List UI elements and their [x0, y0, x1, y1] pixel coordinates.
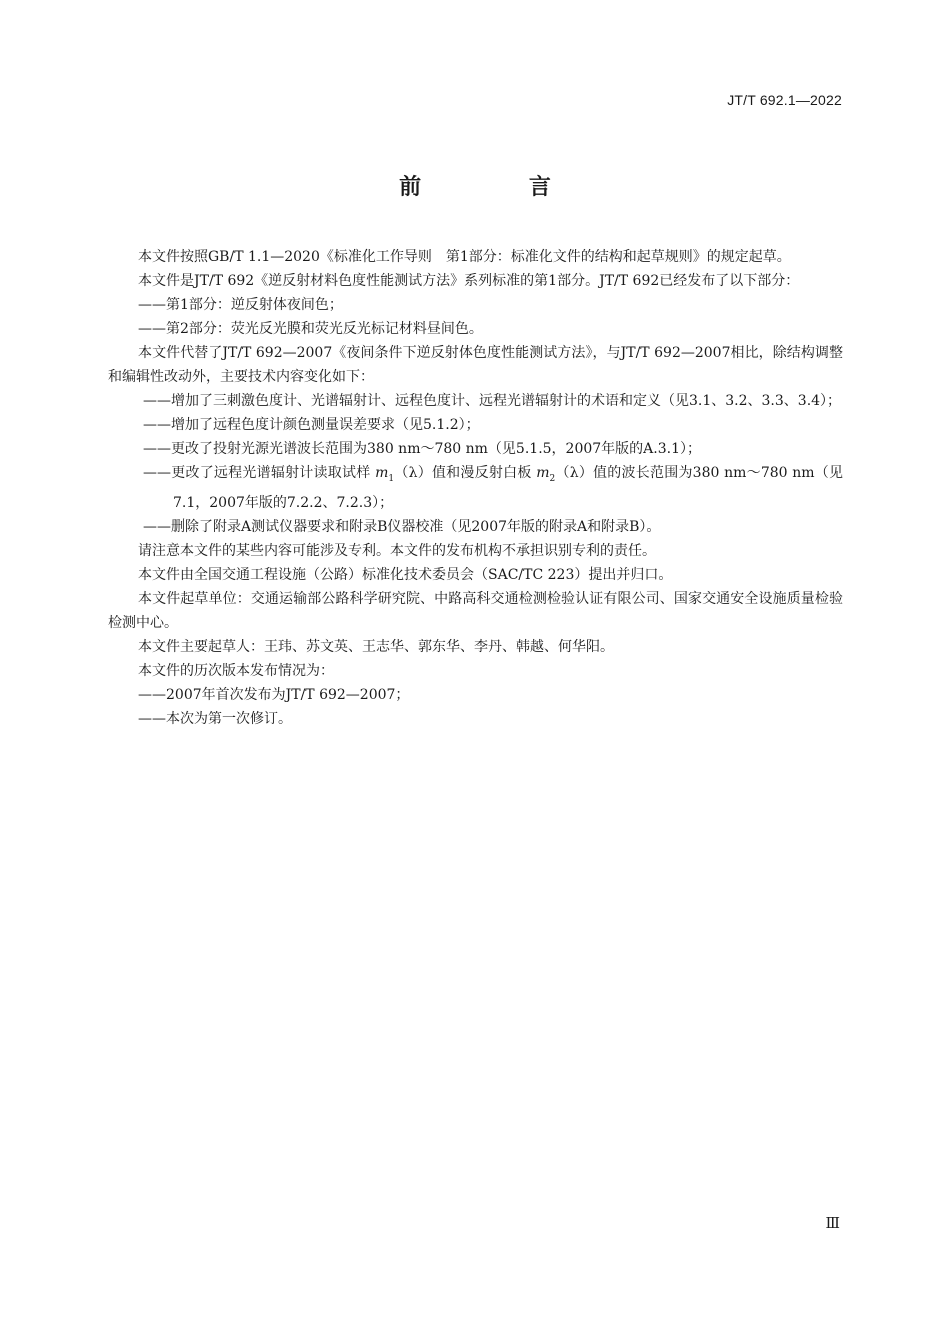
symbol-m2: m [536, 465, 550, 481]
paragraph-drafting-units: 本文件起草单位：交通运输部公路科学研究院、中路高科交通检测检验认证有限公司、国家交通安全设施质量检验检测中心。 [108, 590, 843, 631]
symbol-m1: m [375, 465, 389, 481]
paragraph-replacement: 本文件代替了JT/T 692—2007《夜间条件下逆反射体色度性能测试方法》，与JT/T 692—2007相比，除结构调整和编辑性改动外，主要技术内容变化如下： [108, 345, 843, 385]
standard-code: JT/T 692.1—2022 [727, 92, 842, 108]
subscript-1: 1 [388, 473, 395, 484]
list-item-history1: ——2007年首次发布为JT/T 692—2007； [138, 686, 410, 703]
page-number: Ⅲ [825, 1214, 840, 1232]
list-item-change1: ——增加了三刺激色度计、光谱辐射计、远程色度计、远程光谱辐射计的术语和定义（见3.1、3.2、3.3、3.4）； [143, 393, 842, 409]
change4-text-c: （λ）值的波长范围为380 nm～780 nm（见7.1，2007年版的7.2.2、7.2.3）； [173, 465, 843, 511]
list-item-part2: ——第2部分：荧光反光膜和荧光反光标记材料昼间色。 [138, 321, 483, 337]
page-title: 前 言 [399, 175, 601, 200]
paragraph-proposer: 本文件由全国交通工程设施（公路）标准化技术委员会（SAC/TC 223）提出并归口。 [138, 566, 673, 583]
subscript-2: 2 [549, 473, 556, 484]
change4-text-b: （λ）值和漫反射白板 [394, 465, 537, 481]
paragraph-patent-notice: 请注意本文件的某些内容可能涉及专利。本文件的发布机构不承担识别专利的责任。 [138, 542, 656, 559]
list-item-change5: ——删除了附录A测试仪器要求和附录B仪器校准（见2007年版的附录A和附录B）。 [143, 518, 661, 535]
paragraph-drafters: 本文件主要起草人：王玮、苏文英、王志华、郭东华、李丹、韩越、何华阳。 [138, 638, 614, 655]
list-item-part1: ——第1部分：逆反射体夜间色； [138, 297, 343, 313]
preface-body [108, 245, 843, 731]
paragraph-history: 本文件的历次版本发布情况为： [138, 662, 334, 679]
paragraph-series-info: 本文件是JT/T 692《逆反射材料色度性能测试方法》系列标准的第1部分。JT/T 692已经发布了以下部分： [138, 273, 800, 289]
list-item-change4 [108, 461, 843, 515]
change4-text-a: ——更改了远程光谱辐射计读取试样 [143, 465, 376, 481]
list-item-change2: ——增加了远程色度计颜色测量误差要求（见5.1.2）； [143, 417, 480, 433]
list-item-history2: ——本次为第一次修订。 [138, 710, 292, 727]
list-item-change3: ——更改了投射光源光谱波长范围为380 nm～780 nm（见5.1.5，2007年版的A.3.1）； [143, 441, 702, 457]
paragraph-drafting-rules: 本文件按照GB/T 1.1—2020《标准化工作导则 第1部分：标准化文件的结构和起草规则》的规定起草。 [138, 249, 791, 265]
